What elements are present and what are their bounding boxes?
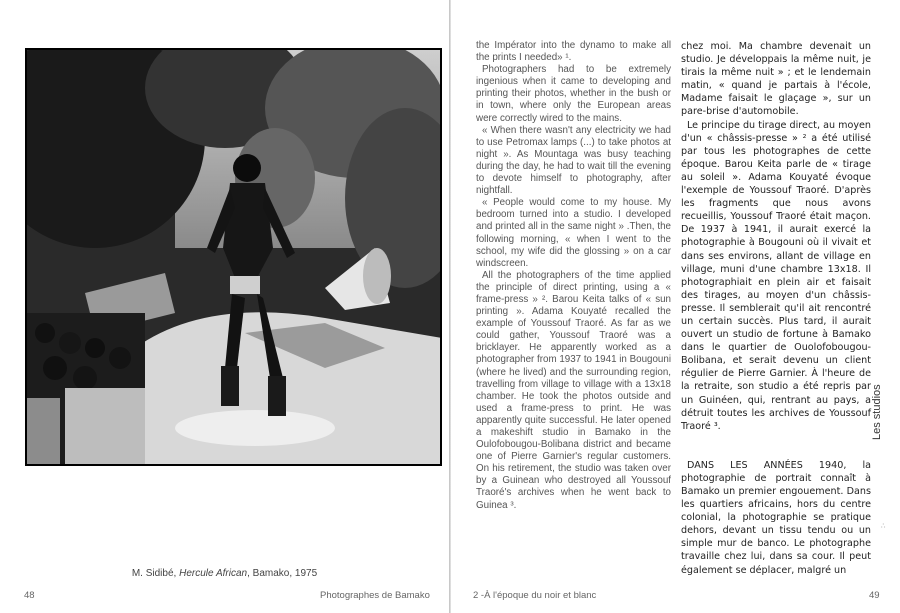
- english-column: [476, 40, 671, 512]
- french-column: [681, 40, 871, 577]
- english-paragraph: the Impérator into the dynamo to make all the prints I needed» ¹.: [476, 40, 671, 64]
- running-head-right: 2 -À l'époque du noir et blanc: [473, 590, 597, 601]
- page-number-right: 49: [869, 590, 880, 601]
- english-paragraph: « When there wasn't any electricity we had to use Petromax lamps (...) to take photos at night ». As Mountaga was busy teaching during the day, he had to wait till the evening to devote himself to photography, after nightfall.: [476, 124, 671, 197]
- section-side-tab: Les studios: [871, 384, 883, 440]
- photo-caption: [0, 568, 449, 579]
- margin-mark-icon: ∴: [881, 523, 886, 530]
- caption-title: Hercule African: [179, 568, 248, 579]
- running-head-left: Photographes de Bamako: [320, 590, 430, 601]
- right-page: [451, 0, 900, 613]
- paragraph-spacer: [681, 433, 871, 459]
- french-paragraph: DANS LES ANNÉES 1940, la photographie de portrait connaît à Bamako un premier engouement. Dans les quartiers africains, hors du centre colonial, la photographie se pratique dehors, devant un tissu tendu ou un simple mur de banco. Le photographe travaille chez lui, dans sa cour. Il peut également se déplacer, malgré un: [681, 459, 871, 576]
- left-page: [0, 0, 449, 613]
- english-paragraph: « People would come to my house. My bedroom turned into a studio. I developed and printed all in the same night » .Then, the following morning, « when I went to the school, my wife did the glossing » on a car windscreen.: [476, 197, 671, 269]
- photo-illustration: [25, 48, 442, 466]
- english-paragraph: All the photographers of the time applied the principle of direct printing, using a « frame-press » ². Barou Keita talks of « sun printing ». Adama Kouyaté recalled the example of Youssouf Traoré. As far as we could gather, Youssouf Traoré was a bricklayer. He apparently worked as a photographer from 1937 to 1941 in Bougouni (where he lived) and the surrounding region, travelling from village to village with a 13x18 chamber. He took the photos outside and used a frame-press to print. He was apparently quite successful. He later opened a makeshift studio in Bamako in the Oulofobougou-Bolibana district and became one of Pierre Garnier's regular customers. On his retirement, the studio was taken over by a Guinean who destroyed all Youssouf Traoré's archives when he went back to Guinea ³.: [476, 269, 671, 511]
- page-number-left: 48: [24, 590, 35, 601]
- hercule-african-photo: [25, 48, 442, 466]
- caption-place: , Bamako, 1975: [247, 568, 318, 579]
- french-paragraph: chez moi. Ma chambre devenait un studio. Je développais la même nuit, je tirais la même nuit » ; et le lendemain matin, « quand je partais à l'école, Madame faisait le glaçage », sur un pare-brise d'automobile.: [681, 41, 871, 118]
- french-paragraph: Le principe du tirage direct, au moyen d'un « châssis-presse » ² a été utilisé par tous les photographes de cette époque. Barou Keita parle de « tirage au soleil ». Adama Kouyaté évoque l'exemple de Youssouf Traoré. D'après les fragments que nous avons recueillis, Youssouf Traoré était maçon. De 1937 à 1941, il aurait exercé la photographie à Bougouni où il vivait et dans ses environs, allant de village en village, muni d'une chambre 13x18. Il photographiait en plein air et faisait des tirages, au moyen d'un châssis-presse. Il semblerait qu'il ait rencontré un certain succès. Plus tard, il aurait ouvert un studio de fortune à Bamako dans le quartier de Ouolofobougou-Bolibana, et serait devenu un client régulier de Pierre Garnier. À l'heure de la retraite, son studio a été repris par un Guinéen, qui, rentrant au pays, a détruit toutes les archives de Youssouf Traoré ³.: [681, 119, 871, 432]
- caption-author: M. Sidibé,: [131, 568, 180, 579]
- english-paragraph: Photographers had to be extremely ingenious when it came to developing and printing their photos, whether in the bush or in town, where only the European areas were correctly wired to the mains.: [476, 64, 671, 124]
